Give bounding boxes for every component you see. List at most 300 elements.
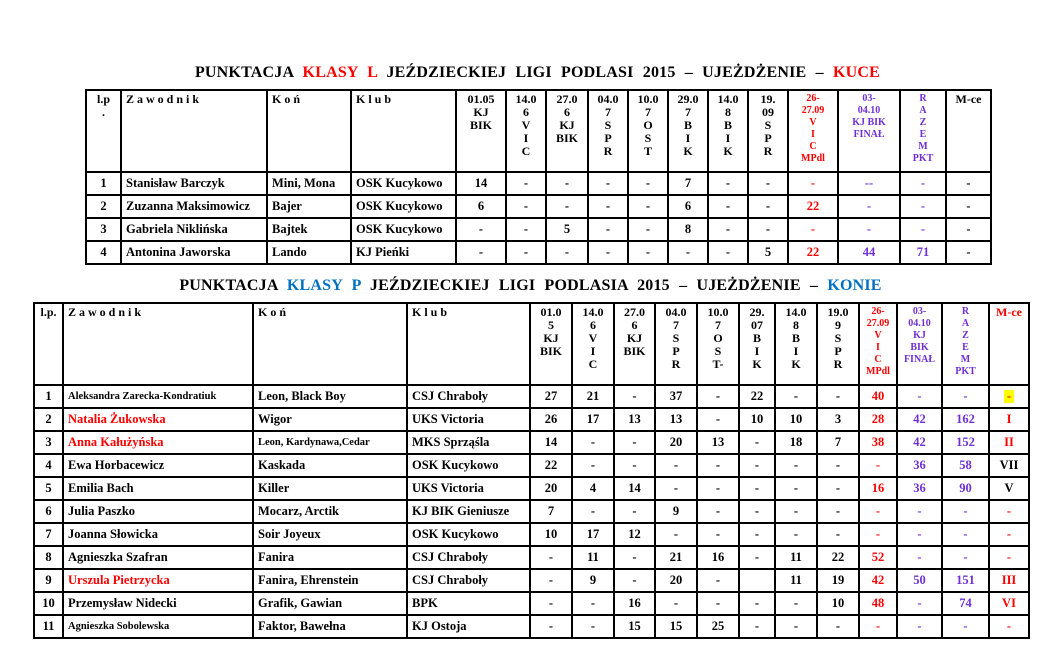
- cell-d2907: -: [668, 241, 708, 264]
- cell-kon: Faktor, Bawełna: [253, 615, 407, 638]
- header-line: 5: [548, 318, 554, 332]
- cell-d0105: 27: [530, 385, 572, 408]
- cell-mpdl: 28: [859, 408, 897, 431]
- column-header-zawodnik: [121, 90, 267, 172]
- cell-d0407: -: [588, 172, 628, 195]
- cell-lp: 3: [86, 218, 121, 241]
- scoring-table-kuce: [85, 89, 992, 265]
- table-row: [34, 523, 1029, 546]
- cell-final: -: [897, 523, 942, 546]
- header-line: P: [604, 131, 612, 145]
- column-header-d2706: [546, 90, 588, 172]
- cell-d1406: -: [572, 500, 614, 523]
- cell-d2706: 12: [614, 523, 655, 546]
- header-line: O: [713, 331, 723, 345]
- cell-mce: V: [989, 477, 1029, 500]
- table-row: [86, 218, 991, 241]
- header-line: K: [791, 357, 801, 371]
- cell-mpdl: -: [859, 500, 897, 523]
- cell-d1909: 5: [748, 241, 788, 264]
- table-row: [34, 408, 1029, 431]
- header-line: KJ BIK: [852, 117, 886, 128]
- cell-klub: OSK Kucykowo: [351, 172, 456, 195]
- cell-kon: Wigor: [253, 408, 407, 431]
- cell-d1406: 17: [572, 523, 614, 546]
- cell-zawodnik: Anna Kałużyńska: [63, 431, 253, 454]
- column-header-mpdl: [788, 90, 838, 172]
- cell-d1406: -: [506, 195, 546, 218]
- cell-kon: Killer: [253, 477, 407, 500]
- cell-d0105: -: [530, 569, 572, 592]
- header-line: I: [590, 344, 596, 358]
- cell-lp: 2: [34, 408, 63, 431]
- column-header-d1408: [775, 303, 817, 385]
- header-line: S: [834, 331, 842, 345]
- header-line: 09: [762, 105, 774, 119]
- header-line: 04.0: [597, 92, 619, 106]
- header-line: E: [962, 342, 969, 353]
- header-line: 14.0: [515, 92, 537, 106]
- cell-zawodnik: Agnieszka Sobolewska: [63, 615, 253, 638]
- header-line: B: [752, 331, 761, 345]
- cell-kon: Lando: [267, 241, 351, 264]
- header-line: R: [919, 93, 927, 104]
- cell-klub: OSK Kucykowo: [351, 218, 456, 241]
- cell-d1007: -: [697, 477, 739, 500]
- column-header-d0105: [456, 90, 506, 172]
- cell-klub: OSK Kucykowo: [407, 454, 530, 477]
- cell-lp: 7: [34, 523, 63, 546]
- cell-final: --: [838, 172, 900, 195]
- cell-d2907: 6: [668, 195, 708, 218]
- column-header-mce: [946, 90, 991, 172]
- cell-d0105: 26: [530, 408, 572, 431]
- kuce-table-section: [85, 63, 990, 265]
- cell-razem: -: [942, 523, 989, 546]
- cell-d2907: -: [739, 546, 775, 569]
- cell-mpdl: -: [859, 454, 897, 477]
- cell-d1406: 9: [572, 569, 614, 592]
- cell-final: -: [897, 592, 942, 615]
- table-row: [34, 454, 1029, 477]
- cell-mpdl: -: [859, 523, 897, 546]
- header-line: 14.0: [582, 305, 604, 319]
- cell-d0407: 20: [655, 431, 697, 454]
- column-header-d2907: [668, 90, 708, 172]
- cell-d0105: 10: [530, 523, 572, 546]
- cell-d1007: -: [697, 385, 739, 408]
- column-header-d1909: [748, 90, 788, 172]
- cell-d0407: 9: [655, 500, 697, 523]
- cell-final: -: [897, 385, 942, 408]
- cell-razem: 162: [942, 408, 989, 431]
- cell-d0407: -: [588, 218, 628, 241]
- cell-d1007: -: [697, 408, 739, 431]
- column-header-d1408: [708, 90, 748, 172]
- cell-d2706: 15: [614, 615, 655, 638]
- header-line: 03-: [912, 306, 927, 317]
- header-line: PKT: [955, 366, 976, 377]
- scoring-table-konie: [33, 302, 1030, 639]
- cell-d1007: -: [697, 569, 739, 592]
- cell-d2907: [739, 569, 775, 592]
- header-line: P: [834, 344, 842, 358]
- konie-table-section: [33, 276, 1028, 639]
- cell-d1909: -: [817, 500, 859, 523]
- cell-d1408: -: [775, 454, 817, 477]
- cell-d1909: 10: [817, 592, 859, 615]
- cell-d1408: 11: [775, 569, 817, 592]
- cell-kon: Bajtek: [267, 218, 351, 241]
- header-line: KJ: [913, 330, 926, 341]
- header-line: 29.: [749, 305, 765, 319]
- cell-mce: -: [989, 523, 1029, 546]
- cell-klub: BPK: [407, 592, 530, 615]
- cell-zawodnik: Ewa Horbacewicz: [63, 454, 253, 477]
- cell-zawodnik: Antonina Jaworska: [121, 241, 267, 264]
- header-line: K l u b: [412, 305, 448, 319]
- header-line: 7: [715, 318, 721, 332]
- header-line: B: [683, 118, 692, 132]
- cell-kon: Leon, Black Boy: [253, 385, 407, 408]
- cell-zawodnik: Joanna Słowicka: [63, 523, 253, 546]
- cell-mce: -: [946, 195, 991, 218]
- cell-d1406: -: [572, 454, 614, 477]
- cell-mpdl: 48: [859, 592, 897, 615]
- cell-razem: 71: [900, 241, 946, 264]
- cell-lp: 3: [34, 431, 63, 454]
- header-line: KJ: [626, 331, 643, 345]
- cell-d2706: -: [546, 172, 588, 195]
- cell-mpdl: 16: [859, 477, 897, 500]
- cell-lp: 9: [34, 569, 63, 592]
- cell-d1406: -: [572, 431, 614, 454]
- cell-d1408: -: [708, 218, 748, 241]
- header-line: 26-: [806, 93, 820, 104]
- column-header-d0105: [530, 303, 572, 385]
- header-line: 6: [590, 318, 596, 332]
- header-line: 8: [725, 105, 731, 119]
- cell-d1007: -: [697, 500, 739, 523]
- cell-kon: Bajer: [267, 195, 351, 218]
- column-header-d0407: [588, 90, 628, 172]
- header-line: K o ń: [272, 92, 301, 106]
- column-header-razem: [900, 90, 946, 172]
- cell-razem: -: [942, 385, 989, 408]
- header-line: I: [725, 131, 731, 145]
- header-line: BIK: [539, 344, 562, 358]
- header-line: 04.10: [857, 105, 881, 116]
- title-segment: JEŹDZIECKIEJ LIGI PODLASI 2015 – UJEŻDŻENIE –: [377, 64, 833, 81]
- cell-d1909: -: [748, 172, 788, 195]
- title-segment: KUCE: [833, 64, 881, 81]
- cell-d2706: 14: [614, 477, 655, 500]
- header-line: V: [809, 117, 817, 128]
- cell-klub: UKS Victoria: [407, 477, 530, 500]
- column-header-lp: [86, 90, 121, 172]
- column-header-kon: [253, 303, 407, 385]
- cell-klub: KJ Pieńki: [351, 241, 456, 264]
- column-header-d1007: [628, 90, 668, 172]
- cell-d0105: -: [530, 615, 572, 638]
- header-line: R: [833, 357, 843, 371]
- table-row: [34, 477, 1029, 500]
- cell-d1406: 11: [572, 546, 614, 569]
- column-header-d1909: [817, 303, 859, 385]
- cell-final: -: [897, 615, 942, 638]
- cell-d1909: -: [817, 477, 859, 500]
- cell-d0407: -: [655, 592, 697, 615]
- cell-razem: 152: [942, 431, 989, 454]
- title-segment: KLASY L: [302, 64, 378, 81]
- cell-razem: -: [942, 546, 989, 569]
- header-line: 7: [645, 105, 651, 119]
- cell-d0407: 15: [655, 615, 697, 638]
- cell-razem: -: [900, 195, 946, 218]
- cell-kon: Leon, Kardynawa,Cedar: [253, 431, 407, 454]
- cell-d1909: -: [817, 454, 859, 477]
- header-line: R: [603, 144, 613, 158]
- header-row: [86, 90, 991, 172]
- cell-klub: MKS Sprząśla: [407, 431, 530, 454]
- cell-d0407: -: [655, 523, 697, 546]
- cell-d0407: -: [588, 195, 628, 218]
- cell-mce: -: [989, 546, 1029, 569]
- cell-d0105: 14: [456, 172, 506, 195]
- header-line: 27.09: [866, 318, 890, 329]
- column-header-kon: [267, 90, 351, 172]
- cell-d1007: -: [628, 241, 668, 264]
- cell-d0105: 20: [530, 477, 572, 500]
- column-header-razem: [942, 303, 989, 385]
- cell-d2907: -: [739, 615, 775, 638]
- cell-d2907: -: [739, 523, 775, 546]
- header-line: 27.0: [624, 305, 645, 319]
- cell-zawodnik: Gabriela Niklińska: [121, 218, 267, 241]
- cell-d2706: -: [614, 546, 655, 569]
- cell-d2907: -: [739, 477, 775, 500]
- header-line: PKT: [912, 153, 934, 164]
- header-line: Z a w o d n i k: [68, 305, 142, 319]
- header-line: 6: [564, 105, 570, 119]
- cell-zawodnik: Stanisław Barczyk: [121, 172, 267, 195]
- cell-d1408: -: [775, 385, 817, 408]
- cell-mpdl: 22: [788, 195, 838, 218]
- header-line: 01.0: [540, 305, 562, 319]
- header-line: S: [764, 118, 772, 132]
- header-line: R: [961, 306, 970, 317]
- column-header-zawodnik: [63, 303, 253, 385]
- cell-d1408: 11: [775, 546, 817, 569]
- cell-zawodnik: Aleksandra Zarecka-Kondratiuk: [63, 385, 253, 408]
- column-header-lp: [34, 303, 63, 385]
- cell-razem: 151: [942, 569, 989, 592]
- column-header-d1007: [697, 303, 739, 385]
- header-line: B: [791, 331, 800, 345]
- header-line: C: [809, 141, 817, 152]
- header-line: BIK: [910, 342, 929, 353]
- header-line: 8: [793, 318, 799, 332]
- cell-d1909: -: [817, 523, 859, 546]
- cell-d0407: 21: [655, 546, 697, 569]
- header-line: 19.: [760, 92, 776, 106]
- cell-razem: -: [942, 500, 989, 523]
- header-line: A: [961, 318, 970, 329]
- cell-zawodnik: Urszula Pietrzycka: [63, 569, 253, 592]
- header-line: C: [588, 357, 598, 371]
- cell-zawodnik: Julia Paszko: [63, 500, 253, 523]
- header-line: Z: [919, 117, 927, 128]
- cell-d1007: -: [628, 172, 668, 195]
- header-line: 03-: [862, 93, 876, 104]
- cell-razem: -: [942, 615, 989, 638]
- column-header-mce: [989, 303, 1029, 385]
- cell-mpdl: -: [788, 218, 838, 241]
- cell-d1909: -: [817, 385, 859, 408]
- cell-mce: [989, 385, 1029, 408]
- cell-mpdl: -: [859, 615, 897, 638]
- cell-d1408: -: [775, 477, 817, 500]
- header-line: MPdl: [866, 366, 890, 377]
- cell-d1408: -: [775, 615, 817, 638]
- cell-d1408: 18: [775, 431, 817, 454]
- cell-mpdl: 22: [788, 241, 838, 264]
- cell-d0105: -: [456, 241, 506, 264]
- cell-final: -: [897, 546, 942, 569]
- header-line: 04.10: [908, 318, 931, 329]
- cell-mce: -: [946, 241, 991, 264]
- cell-d1406: -: [572, 615, 614, 638]
- cell-kon: Kaskada: [253, 454, 407, 477]
- cell-d1007: -: [697, 592, 739, 615]
- header-line: R: [763, 144, 773, 158]
- cell-d1909: 22: [817, 546, 859, 569]
- title-segment: PUNKTACJA: [179, 277, 287, 294]
- table-row: [34, 592, 1029, 615]
- cell-final: -: [838, 195, 900, 218]
- header-line: P: [764, 131, 772, 145]
- cell-kon: Mocarz, Arctik: [253, 500, 407, 523]
- cell-d1408: -: [775, 523, 817, 546]
- header-line: I: [811, 129, 815, 140]
- cell-mpdl: 42: [859, 569, 897, 592]
- cell-mce: VI: [989, 592, 1029, 615]
- cell-d0407: 37: [655, 385, 697, 408]
- cell-d1406: 4: [572, 477, 614, 500]
- title-segment: KONIE: [827, 277, 882, 294]
- cell-d1007: -: [697, 523, 739, 546]
- cell-lp: 2: [86, 195, 121, 218]
- header-line: .: [102, 105, 105, 119]
- column-header-klub: [407, 303, 530, 385]
- cell-d2706: 16: [614, 592, 655, 615]
- column-header-final: [838, 90, 900, 172]
- column-header-d1406: [572, 303, 614, 385]
- cell-klub: OSK Kucykowo: [351, 195, 456, 218]
- cell-final: 36: [897, 477, 942, 500]
- cell-d1406: -: [506, 172, 546, 195]
- cell-klub: UKS Victoria: [407, 408, 530, 431]
- cell-d2706: 13: [614, 408, 655, 431]
- cell-d2907: -: [739, 500, 775, 523]
- cell-final: 36: [897, 454, 942, 477]
- cell-klub: CSJ Chraboły: [407, 385, 530, 408]
- header-line: 10.0: [707, 305, 729, 319]
- cell-lp: 5: [34, 477, 63, 500]
- cell-d1406: -: [506, 218, 546, 241]
- cell-kon: Soir Joyeux: [253, 523, 407, 546]
- cell-d0105: 6: [456, 195, 506, 218]
- cell-klub: CSJ Chraboły: [407, 546, 530, 569]
- header-line: 6: [631, 318, 638, 332]
- title-segment: JEŹDZIECKIEJ LIGI PODLASIA 2015 – UJEŻDŻENIE –: [360, 277, 828, 294]
- header-line: K l u b: [356, 92, 392, 106]
- cell-d2907: -: [739, 454, 775, 477]
- header-line: 9: [835, 318, 841, 332]
- table-row: [86, 241, 991, 264]
- header-line: 7: [673, 318, 679, 332]
- cell-mce: VII: [989, 454, 1029, 477]
- cell-d1007: 13: [697, 431, 739, 454]
- cell-d2907: 10: [739, 408, 775, 431]
- header-line: 04.0: [665, 305, 687, 319]
- header-line: 14.0: [717, 92, 739, 106]
- cell-mce: -: [946, 218, 991, 241]
- table-row: [34, 546, 1029, 569]
- cell-d1007: -: [697, 454, 739, 477]
- cell-d1406: -: [506, 241, 546, 264]
- header-line: S: [644, 131, 652, 145]
- header-line: I: [523, 131, 529, 145]
- header-line: T: [643, 144, 652, 158]
- cell-mce: II: [989, 431, 1029, 454]
- header-line: V: [588, 331, 598, 345]
- header-line: K: [752, 357, 762, 371]
- cell-kon: Mini, Mona: [267, 172, 351, 195]
- cell-lp: 8: [34, 546, 63, 569]
- header-line: M: [918, 141, 928, 152]
- header-line: I: [685, 131, 691, 145]
- cell-d1406: 17: [572, 408, 614, 431]
- header-line: 01.05: [467, 92, 495, 106]
- cell-d1408: 10: [775, 408, 817, 431]
- cell-mpdl: 52: [859, 546, 897, 569]
- header-line: C: [521, 144, 531, 158]
- header-line: 26-: [871, 306, 885, 317]
- column-header-d2907: [739, 303, 775, 385]
- column-header-mpdl: [859, 303, 897, 385]
- cell-d1406: -: [572, 592, 614, 615]
- cell-mce: -: [946, 172, 991, 195]
- header-line: 14.0: [785, 305, 807, 319]
- header-line: S: [714, 344, 722, 358]
- header-line: R: [671, 357, 681, 371]
- cell-d0105: 7: [530, 500, 572, 523]
- cell-d0407: -: [655, 454, 697, 477]
- cell-razem: -: [900, 218, 946, 241]
- cell-d2706: -: [614, 454, 655, 477]
- header-line: Z: [962, 330, 969, 341]
- cell-d1007: 16: [697, 546, 739, 569]
- title-segment: PUNKTACJA: [194, 64, 303, 81]
- cell-d0105: -: [530, 592, 572, 615]
- header-line: S: [672, 331, 680, 345]
- header-line: 27.09: [801, 105, 825, 116]
- cell-zawodnik: Natalia Żukowska: [63, 408, 253, 431]
- header-line: 19.0: [827, 305, 849, 319]
- cell-zawodnik: Zuzanna Maksimowicz: [121, 195, 267, 218]
- cell-d0407: -: [588, 241, 628, 264]
